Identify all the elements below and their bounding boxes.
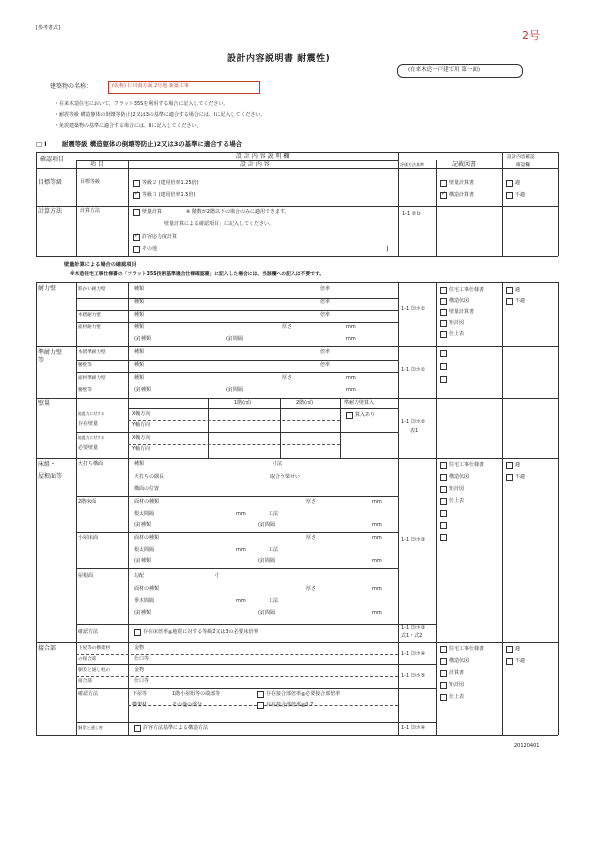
mokuhyou-label: 目標等級 [38, 179, 63, 186]
mm-2: mm [346, 336, 356, 342]
note-3: ・免震建築物の基準に適合する場合には、Ⅱに記入してください。 [54, 123, 202, 129]
koyane-menzai: 面材の種類 [134, 535, 160, 541]
sonzai-yuka-checkbox[interactable] [134, 629, 141, 636]
jun-bairitsu-2: 倍率 [320, 362, 331, 368]
hyouka-setsu-3: 1-1 ⑶ホ④ [401, 725, 426, 731]
doc-s4-checkbox[interactable] [440, 682, 447, 689]
hyouka-yuka: 1-1 ⑶ホ③ [401, 537, 426, 543]
doc-y3-checkbox[interactable] [440, 486, 447, 493]
mokuhyou-item: 目標等級 [80, 179, 101, 185]
kyoyou-checkbox[interactable] [133, 234, 140, 241]
sonzai-setsu2-label: 存在接合部倍率≧0.7 [266, 702, 314, 708]
yane-label: 屋根面 [78, 573, 94, 579]
koyane-kugi: (釘種類 [134, 558, 151, 564]
doc-s2: 構造伏図 [449, 658, 470, 664]
footer-date: 20120401 [514, 743, 540, 749]
sonzai-small: 地震力に対する [78, 411, 105, 416]
hekiryou-checkbox[interactable] [133, 209, 140, 216]
toritsuke-label: 取合う梁せい [270, 474, 301, 480]
koyane-mm-2: mm [236, 547, 246, 553]
doc-t3-checkbox[interactable] [440, 309, 447, 316]
jun-sannyu-label: 準耐力壁算入 [344, 400, 375, 406]
shurui-2: 種類 [134, 299, 145, 305]
doc-kouzou: 構造計算書 [449, 192, 475, 198]
yane-mm-3: mm [372, 610, 382, 616]
hiuchi-item-3: 構面の位置 [134, 486, 160, 492]
col-naiyou: 設 計 内 容 [240, 161, 270, 168]
keisan-item: 計算方法 [80, 208, 101, 214]
yane-taruki: 垂木間隔 [134, 598, 155, 604]
shiageza-2: 仕口等 [134, 678, 150, 684]
col-kisai: 記載図書 [452, 161, 477, 168]
shurui-1: 種類 [134, 286, 145, 292]
doc-t2-checkbox[interactable] [440, 298, 447, 305]
section2-note: ※木造住宅工事仕様書の「フラット35S技術基準適合仕様確認書」に記入した場合には、当該欄への記入は不要です。 [70, 272, 325, 277]
note-1: ・在来木造住宅において、フラット35Sを利用する場合に記入してください。 [54, 101, 229, 107]
jun-kugi-kankaku: (釘間隔 [226, 387, 243, 393]
grade2-label: 等級２ (建用倍率1.25倍) [142, 180, 199, 186]
ng-label-4: 不適 [515, 658, 526, 664]
hitsuyo-small: 地震力に対する [78, 435, 105, 440]
nikai-menzai: 面材の種類 [134, 499, 160, 505]
ok-checkbox-1[interactable] [506, 180, 513, 187]
mm-1: mm [346, 324, 356, 330]
kyoyou-setsu-checkbox[interactable] [134, 725, 141, 732]
koyane-mm-1: mm [372, 535, 382, 541]
geya-text: 1階小屋組等の端部等 [172, 691, 221, 697]
ng-label-1: 不適 [515, 192, 526, 198]
doc-t2: 構造伏図 [449, 298, 470, 304]
bairitsu-2: 倍率 [320, 299, 331, 305]
x-dir-2: X軸方向 [132, 435, 151, 441]
setsu-kakunin-label: 確認方法 [78, 691, 99, 697]
doc-s3: 計算書 [449, 670, 465, 676]
ng-checkbox-1[interactable] [506, 192, 513, 199]
shurui-4: 種類 [134, 324, 145, 330]
jun-label: 準耐力壁 [38, 349, 63, 356]
hekiryou-note: ※ 階数が2階以下の場合のみに適用できます。 [186, 209, 290, 215]
jun-mm-1: mm [346, 375, 356, 381]
col-sekkei: 設 計 内 容 説 明 欄 [236, 153, 290, 160]
hyouka-setsu: 1-1 ⑶ホ④ [401, 651, 426, 657]
koyane-label: 小屋床面 [78, 535, 99, 541]
sonota-checkbox[interactable] [133, 246, 140, 253]
x-dir-1: X軸方向 [132, 411, 151, 417]
floor2-label: 2階(㎠) [296, 400, 314, 406]
yuka-label-2: 屋根面等 [38, 473, 63, 480]
doc-y4: 仕上表 [449, 498, 465, 504]
page-title: 設計内容説明書 耐震性) [227, 54, 331, 64]
doc-y6-checkbox[interactable] [440, 522, 447, 529]
ok-label-3: 適 [515, 462, 521, 468]
jun-label-2: 等 [38, 357, 45, 364]
keisan-label: 計算方法 [38, 208, 63, 215]
jun-shurui-2: 種類 [134, 362, 145, 368]
ng-label-3: 不適 [515, 474, 526, 480]
hiuchi-label: 火打ち構面 [78, 461, 104, 467]
grade3-label: 等級３ (建用倍率1.5倍) [142, 192, 196, 198]
hyouka-jun: 1-1 ⑶ホ① [401, 367, 426, 373]
col-kakunin2b: 確認欄 [516, 163, 530, 168]
sonzai-setsu-checkbox[interactable] [257, 691, 264, 698]
doc-t4: 矩計図 [449, 320, 465, 326]
sonota-label: その他 [142, 246, 158, 252]
setsu-item-1: 下屋等の横架材 [78, 646, 111, 651]
jun-item-1: 木摺準耐力壁 [78, 350, 106, 355]
yuka-kakunin-label: 確認方法 [78, 629, 99, 635]
grade2-checkbox[interactable] [133, 180, 140, 187]
nikai-kugi-kankaku: (釘間隔 [258, 522, 275, 528]
koyane-atsusa: 厚さ [306, 535, 317, 541]
yane-mm-1: mm [372, 586, 382, 592]
doc-s1-checkbox[interactable] [440, 646, 447, 653]
jun-shurui-3: 種類 [134, 375, 145, 381]
nikai-mm-2: mm [236, 511, 246, 517]
shiageza-1: 仕口等 [134, 656, 150, 662]
doc-t4-checkbox[interactable] [440, 320, 447, 327]
sonzai-yuka-label: 存在床倍率≧地震に対する等級2又は3の必要床倍率 [143, 629, 259, 635]
jun-doc-checkbox-2[interactable] [440, 363, 447, 370]
yane-atsusa: 厚さ [306, 586, 317, 592]
yane-kugi-kankaku: (釘間隔 [258, 610, 275, 616]
doc-t1: 住宅工事仕様書 [449, 287, 485, 293]
geya-label: 下屋等 [132, 691, 148, 697]
hekiryou-label: 壁量 [38, 400, 51, 407]
nikai-mm-1: mm [372, 499, 382, 505]
nikai-taruki: 根太間隔 [134, 511, 155, 517]
nikai-label: 2階床面 [78, 499, 97, 505]
jun-item-4: 腰壁等 [78, 388, 92, 393]
doc-t3: 壁量計算書 [449, 309, 475, 315]
ok-label-4: 適 [515, 646, 521, 652]
hiuchi-item-1: 種類 [134, 461, 145, 467]
doc-kouzou-checkbox[interactable] [440, 192, 447, 199]
koyane-taruki: 根太間隔 [134, 547, 155, 553]
doc-y4-checkbox[interactable] [440, 498, 447, 505]
yane-kouhou: 工法 [268, 598, 279, 604]
ok-checkbox-2[interactable] [506, 287, 513, 294]
sannyu-label: 算入あり [355, 412, 376, 418]
col-kakunin: 確認項目 [40, 156, 65, 163]
setsu-item-2: の接合部 [78, 657, 97, 662]
ref-label: [参考書式] [36, 25, 60, 31]
doc-hekiryou: 壁量計算書 [449, 180, 475, 186]
sannyu-checkbox[interactable] [346, 412, 353, 419]
building-name: (仮称) 仁川湯方面 2号地 新築工事 [112, 83, 189, 89]
ng-checkbox-3[interactable] [506, 474, 513, 481]
scope-text: (在来木造一戸建て用 第一面) [408, 67, 481, 73]
ok-label-1: 適 [515, 180, 521, 186]
shurui-3: 種類 [134, 312, 145, 318]
hekiryou-note2: 壁量計算による確認項目」に記入してください。 [164, 221, 275, 227]
jun-atsusa: 厚さ [282, 375, 293, 381]
sun-label: 寸 [214, 573, 220, 579]
hyouka-yuka-2: 1-1 ⑶ホ③ [401, 625, 426, 631]
doc-t5-checkbox[interactable] [440, 331, 447, 338]
doc-s5: 仕上表 [449, 694, 465, 700]
sonota-bubun: その他の部分 [172, 702, 203, 708]
jun-doc-checkbox-1[interactable] [440, 350, 447, 357]
hyouka-1: 1-1 ②ｂ [402, 211, 422, 217]
atsusa-1: 厚さ [282, 324, 293, 330]
jun-kugi: (釘種類 [134, 387, 151, 393]
jun-doc-checkbox-3[interactable] [440, 376, 447, 383]
hyouka-setsu-2: 1-1 ⑶ホ⑤ [401, 673, 426, 679]
kyoyou-setsu-label: 許容方法基準による構造方法 [143, 725, 209, 731]
koyane-kouhou: 工法 [268, 547, 279, 553]
nikai-kugi: (釘種類 [134, 522, 151, 528]
section1-title: 耐震等級 構造躯体の倒壊等防止)2又は3の基準に適合する場合 [62, 140, 243, 148]
sonzai-setsu-label: 存在接合部倍率≧必要接合部倍率 [266, 691, 341, 697]
section2-title: 壁量計算による場合の確認項目 [64, 262, 137, 268]
nikai-mm-3: mm [372, 522, 382, 528]
col-koumoku: 項 目 [90, 161, 104, 168]
ng-label-2: 不適 [515, 298, 526, 304]
yane-menzai: 面材の種類 [134, 586, 160, 592]
kyoyou-label: 許容応力度計算 [142, 234, 178, 240]
page-number: 2号 [522, 29, 540, 42]
oukazai-label: 横架材 [132, 702, 148, 708]
nikai-kouhou: 工法 [268, 511, 279, 517]
doc-s4: 矩計図 [449, 682, 465, 688]
bairitsu-3: 倍率 [320, 312, 331, 318]
setsu-item-3: 胴差と通し柱の [78, 668, 111, 673]
kugi-kankaku-1: (釘間隔 [226, 336, 243, 342]
jun-shurui-1: 種類 [134, 349, 145, 355]
kugi-1: (釘種類 [134, 336, 151, 342]
koyane-kugi-kankaku: (釘間隔 [258, 558, 275, 564]
kanamono-2: 金物 [134, 667, 145, 673]
doc-y1: 住宅工事仕様書 [449, 462, 485, 468]
floor1-label: 1階(㎠) [234, 400, 252, 406]
hiuchi-item-2: 火打ちの隅長 [134, 474, 165, 480]
jun-item-2: 腰壁等 [78, 363, 92, 368]
hekiryou-label: 壁量計算 [142, 209, 163, 215]
doc-y5-checkbox[interactable] [440, 510, 447, 517]
sunpou-label: 寸法 [272, 461, 283, 467]
doc-t1-checkbox[interactable] [440, 287, 447, 294]
doc-t5: 仕上表 [449, 331, 465, 337]
sonota-close-paren: ) [386, 245, 389, 253]
doc-y3: 矩計図 [449, 486, 465, 492]
hitsuyo-label: 必要壁量 [78, 445, 99, 451]
doc-y1-checkbox[interactable] [440, 462, 447, 469]
bairitsu-1: 倍率 [320, 286, 331, 292]
grade3-checkbox[interactable] [133, 192, 140, 199]
hyouka-taiyoku: 1-1 ⑶ホ① [401, 306, 426, 312]
hyouka-yuka-3: 式1・式2 [401, 633, 423, 639]
jun-mm-2: mm [346, 387, 356, 393]
taiyoku-label: 耐力壁 [38, 285, 57, 292]
ok-checkbox-4[interactable] [506, 646, 513, 653]
jun-item-3: 面材準耐力壁 [78, 376, 106, 381]
ok-checkbox-3[interactable] [506, 462, 513, 469]
ng-checkbox-2[interactable] [506, 298, 513, 305]
sonzai-label: 存在壁量 [78, 421, 99, 427]
y-dir-2: Y軸方向 [132, 446, 151, 452]
section1-mark: □ Ⅰ [36, 140, 47, 148]
sonzai-setsu2-checkbox[interactable] [257, 702, 264, 709]
col-kakunin2: 設計内容確認 [507, 155, 535, 160]
doc-s3-checkbox[interactable] [440, 670, 447, 677]
y-dir-1: Y軸方向 [132, 422, 151, 428]
building-label: 建築物の名称： [50, 83, 93, 90]
doc-y7-checkbox[interactable] [440, 534, 447, 541]
taiyoku-item-3: 木摺耐力壁 [78, 313, 101, 318]
doc-y2: 構造伏図 [449, 474, 470, 480]
hyouka-hekiryou-2: 表1 [410, 428, 419, 434]
koyane-mm-3: mm [372, 558, 382, 564]
col-hyouka: 評価方法基準 [400, 162, 424, 167]
kanamono-1: 金物 [134, 645, 145, 651]
hyouka-hekiryou: 1-1 ⑶ホ② [401, 419, 426, 425]
doc-s1: 住宅工事仕様書 [449, 646, 485, 652]
doc-s5-checkbox[interactable] [440, 694, 447, 701]
doc-hekiryou-checkbox[interactable] [440, 180, 447, 187]
doc-s2-checkbox[interactable] [440, 658, 447, 665]
ok-label-2: 適 [515, 287, 521, 293]
dousa-label: 胴差と通し柱 [78, 725, 104, 730]
taiyoku-item-4: 面材耐力壁 [78, 325, 101, 330]
setsugou-label: 接合部 [38, 645, 57, 652]
yane-kugi: (釘種類 [134, 610, 151, 616]
koubai-label: 勾配 [134, 573, 145, 579]
ng-checkbox-4[interactable] [506, 658, 513, 665]
yane-mm-2: mm [236, 598, 246, 604]
yuka-label: 床組・ [38, 461, 57, 468]
note-2: ・耐震等級 構造躯体の倒壊等防止)2又は3の基準に適合する場合には、Ⅰに記入してください。 [54, 112, 266, 118]
nikai-atsusa: 厚さ [306, 499, 317, 505]
setsu-item-4: 接合部 [78, 679, 92, 684]
taiyoku-item-1: 筋かい耐力壁 [78, 287, 106, 292]
doc-y2-checkbox[interactable] [440, 474, 447, 481]
jun-bairitsu-1: 倍率 [320, 349, 331, 355]
